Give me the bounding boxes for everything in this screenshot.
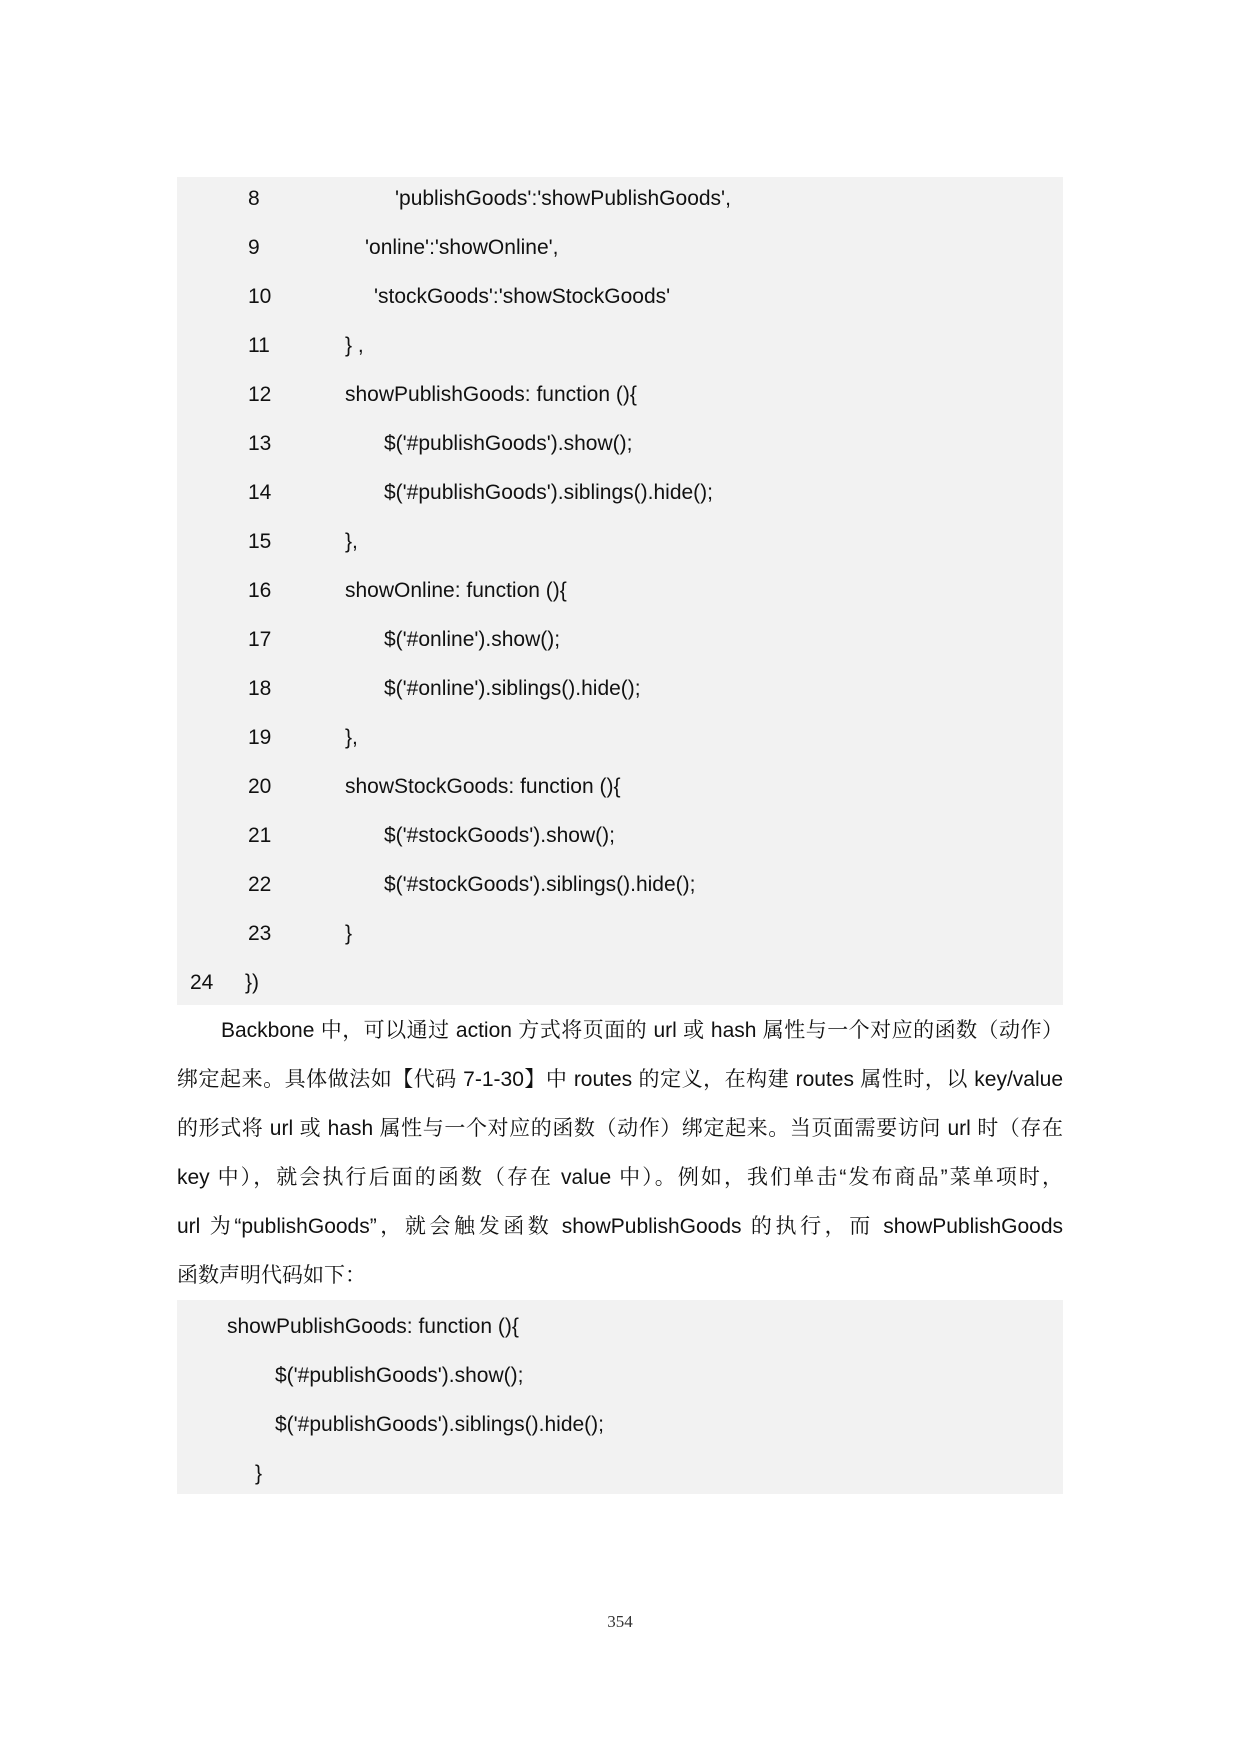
line-number: 21	[248, 824, 272, 847]
paragraph-line: 的形式将 url 或 hash 属性与一个对应的函数（动作）绑定起来。当页面需要访问 url 时（存在	[177, 1117, 1063, 1140]
line-number: 16	[248, 579, 272, 602]
page-number: 354	[607, 1612, 633, 1631]
code-block-showpublishgoods	[177, 1300, 1063, 1494]
line-number: 18	[248, 677, 272, 700]
paragraph-line: Backbone 中，可以通过 action 方式将页面的 url 或 hash 属性与一个对应的函数（动作）	[221, 1019, 1063, 1042]
paragraph-line: 函数声明代码如下：	[177, 1264, 366, 1287]
paragraph-line: url 为“publishGoods”，就会触发函数 showPublishGoods 的执行，而 showPublishGoods	[177, 1215, 1063, 1238]
code-line: showPublishGoods: function (){	[227, 1315, 519, 1338]
line-number: 17	[248, 628, 272, 651]
line-number: 22	[248, 873, 272, 896]
line-number: 19	[248, 726, 272, 749]
line-number: 13	[248, 432, 272, 455]
line-number: 15	[248, 530, 272, 553]
line-number: 23	[248, 922, 272, 945]
paragraph-line: key 中），就会执行后面的函数（存在 value 中）。例如，我们单击“发布商品”菜单项时，	[177, 1166, 1063, 1189]
paragraph-line: 绑定起来。具体做法如【代码 7-1-30】中 routes 的定义，在构建 routes 属性时，以 key/value	[177, 1068, 1063, 1091]
line-number: 10	[248, 285, 272, 308]
code-line: 'publishGoods':'showPublishGoods',	[395, 187, 731, 210]
line-number: 9	[248, 236, 260, 259]
line-number: 11	[248, 334, 270, 357]
code-line: $('#online').show();	[384, 628, 561, 651]
code-line: showStockGoods: function (){	[345, 775, 621, 798]
line-number: 14	[248, 481, 272, 504]
code-line: 'stockGoods':'showStockGoods'	[374, 285, 671, 308]
code-line: },	[345, 726, 358, 749]
code-line: })	[245, 971, 260, 994]
line-number: 24	[190, 971, 214, 994]
line-number: 20	[248, 775, 272, 798]
line-number: 12	[248, 383, 272, 406]
line-number: 8	[248, 187, 260, 210]
code-line: $('#publishGoods').siblings().hide();	[275, 1413, 604, 1436]
code-line: }	[345, 922, 353, 945]
code-line: $('#publishGoods').show();	[275, 1364, 524, 1387]
code-line: $('#stockGoods').siblings().hide();	[384, 873, 696, 896]
code-line: $('#stockGoods').show();	[384, 824, 615, 847]
code-line: }	[255, 1462, 263, 1485]
code-line: showPublishGoods: function (){	[345, 383, 637, 406]
code-line: showOnline: function (){	[345, 579, 567, 602]
code-line: 'online':'showOnline',	[365, 236, 559, 259]
code-line: $('#online').siblings().hide();	[384, 677, 641, 700]
body-paragraph	[177, 1006, 1063, 1300]
code-line: },	[345, 530, 358, 553]
code-line: $('#publishGoods').show();	[384, 432, 633, 455]
code-line: } ,	[345, 334, 364, 357]
code-block-routes	[177, 177, 1063, 1005]
code-line: $('#publishGoods').siblings().hide();	[384, 481, 713, 504]
